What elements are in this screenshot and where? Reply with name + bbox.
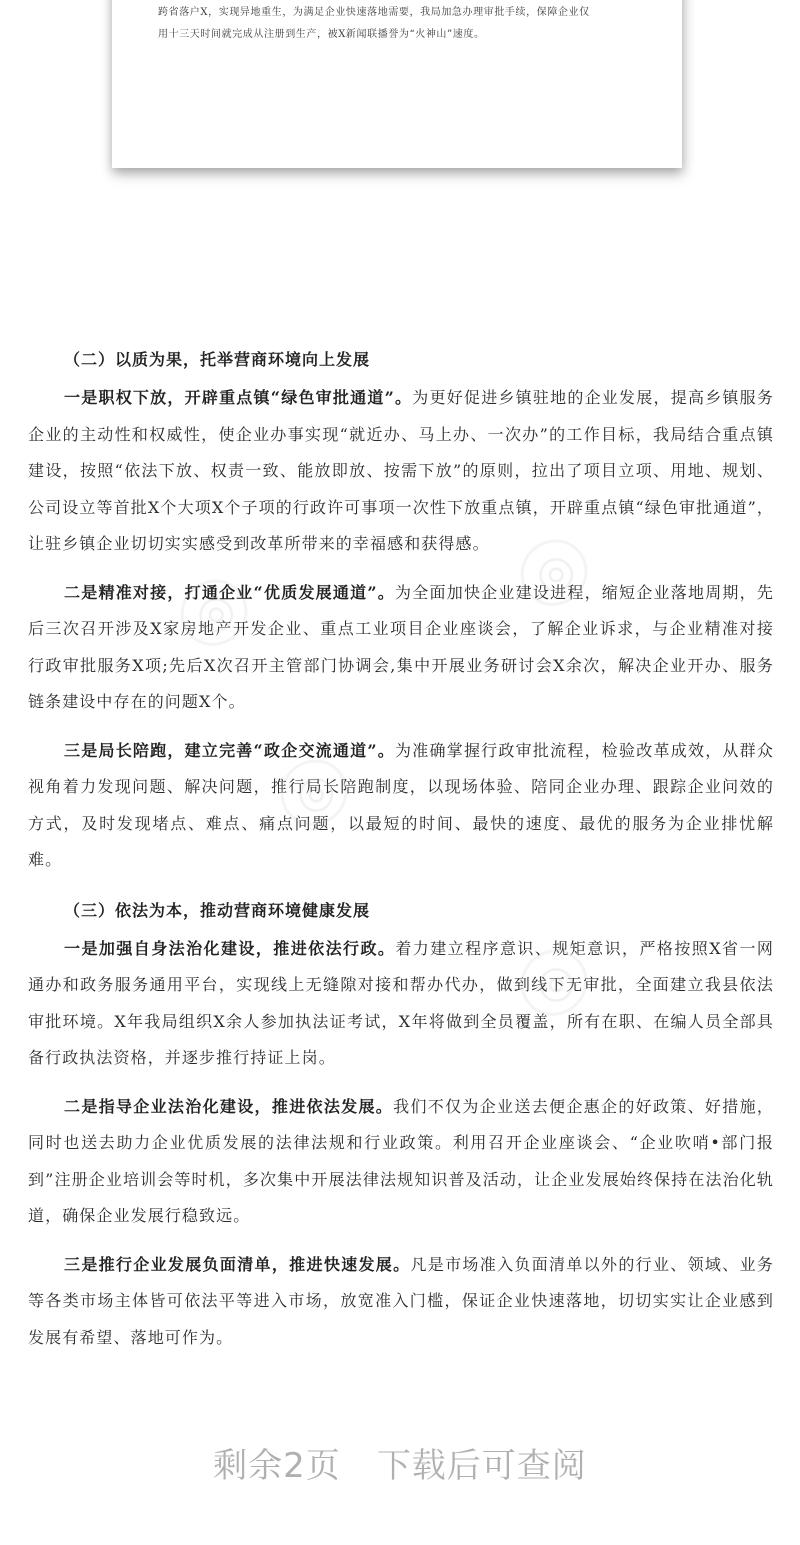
paragraph-lead: 三是局长陪跑，建立完善“政企交流通道”。 — [64, 740, 396, 760]
watermark-icon: ◎ — [507, 936, 601, 1030]
paragraph-body: 着力建立程序意识、规矩意识，严格按照X省一网通办和政务服务通用平台，实现线上无缝隙对接和帮办代办，做到线下无审批，全面建立我县依法审批环境。X年我局组织X余人参加执法证考试，X年将做到全员覆盖，所有在职、在编人员全部具备行政执法资格，并逐步推行持证上岗。 — [28, 938, 775, 1067]
page-preview-card — [112, 0, 682, 168]
paragraph-body: 我们不仅为企业送去便企惠企的好政策、好措施，同时也送去助力企业优质发展的法律法规和行业政策。利用召开企业座谈会、“企业吹哨•部门报到”注册企业培训会等时机，多次集中开展法律法规知识普及活动，让企业发展始终保持在法治化轨道，确保企业发展行稳致远。 — [28, 1096, 774, 1225]
paragraph — [28, 380, 774, 563]
watermark-icon: ◎ — [267, 746, 361, 840]
paragraph-body: 为更好促进乡镇驻地的企业发展，提高乡镇服务企业的主动性和权威性，使企业办事实现“就近办、马上办、一次办”的工作目标，我局结合重点镇建设，按照“依法下放、权责一致、能放即放、按需下放”的原则，拉出了项目立项、用地、规划、公司设立等首批X个大项X个子项的行政许可事项一次性下放重点镇，开辟重点镇“绿色审批通道”，让驻乡镇企业切切实实感受到改革所带来的幸福感和获得感。 — [28, 388, 774, 553]
paragraph-body: 凡是市场准入负面清单以外的行业、领域、业务等各类市场主体皆可依法平等进入市场，放宽准入门槛，保证企业快速落地，切切实实让企业感到发展有希望、落地可作为。 — [28, 1254, 774, 1347]
preview-text — [158, 0, 644, 46]
paragraph — [28, 733, 774, 879]
paragraph-lead: 二是指导企业法治化建设，推进依法发展。 — [64, 1096, 394, 1116]
preview-line: 用十三天时间就完成从注册到生产，被X新闻联播誉为“火神山”速度。 — [158, 29, 485, 40]
paragraph-body: 为全面加快企业建设进程，缩短企业落地周期，先后三次召开涉及X家房地产开发企业、重点工业项目企业座谈会，了解企业诉求，与企业精准对接行政审批服务X项;先后X次召开主管部门协调会,集中开展业务研讨会X余次，解决企业开办、服务链条建设中存在的问题X个。 — [28, 582, 774, 711]
paragraph-body: 为准确掌握行政审批流程，检验改革成效，从群众视角着力发现问题、解决问题，推行局长陪跑制度，以现场体验、陪同企业办理、跟踪企业问效的方式，及时发现堵点、难点、痛点问题，以最短的时间、最快的速度、最优的服务为企业排忧解难。 — [28, 740, 774, 869]
section-heading: （三）依法为本，推动营商环境健康发展 — [64, 900, 371, 920]
preview-line: 跨省落户X，实现异地重生，为满足企业快速落地需要，我局加急办理审批手续，保障企业仅 — [158, 7, 590, 18]
paragraph — [28, 931, 774, 1077]
download-prompt[interactable] — [0, 1438, 800, 1487]
paragraph-lead: 一是职权下放，开辟重点镇“绿色审批通道”。 — [64, 388, 413, 407]
section-heading: （二）以质为果，托举营商环境向上发展 — [64, 350, 371, 369]
paragraph-lead: 二是精准对接，打通企业“优质发展通道”。 — [64, 582, 396, 602]
paragraph — [28, 1247, 774, 1357]
download-to-view-label: 下载后可查阅 — [376, 1446, 587, 1486]
paragraph-lead: 三是推行企业发展负面清单，推进快速发展。 — [64, 1254, 411, 1274]
watermark-icon: ◎ — [507, 526, 601, 620]
paragraph-lead: 一是加强自身法治化建设，推进依法行政。 — [64, 938, 396, 958]
paragraph — [28, 1089, 774, 1235]
paragraph — [28, 575, 774, 721]
watermark-icon: ◎ — [167, 566, 261, 660]
document-body — [28, 340, 774, 1368]
remaining-pages-label: 剩余2页 — [213, 1446, 341, 1486]
